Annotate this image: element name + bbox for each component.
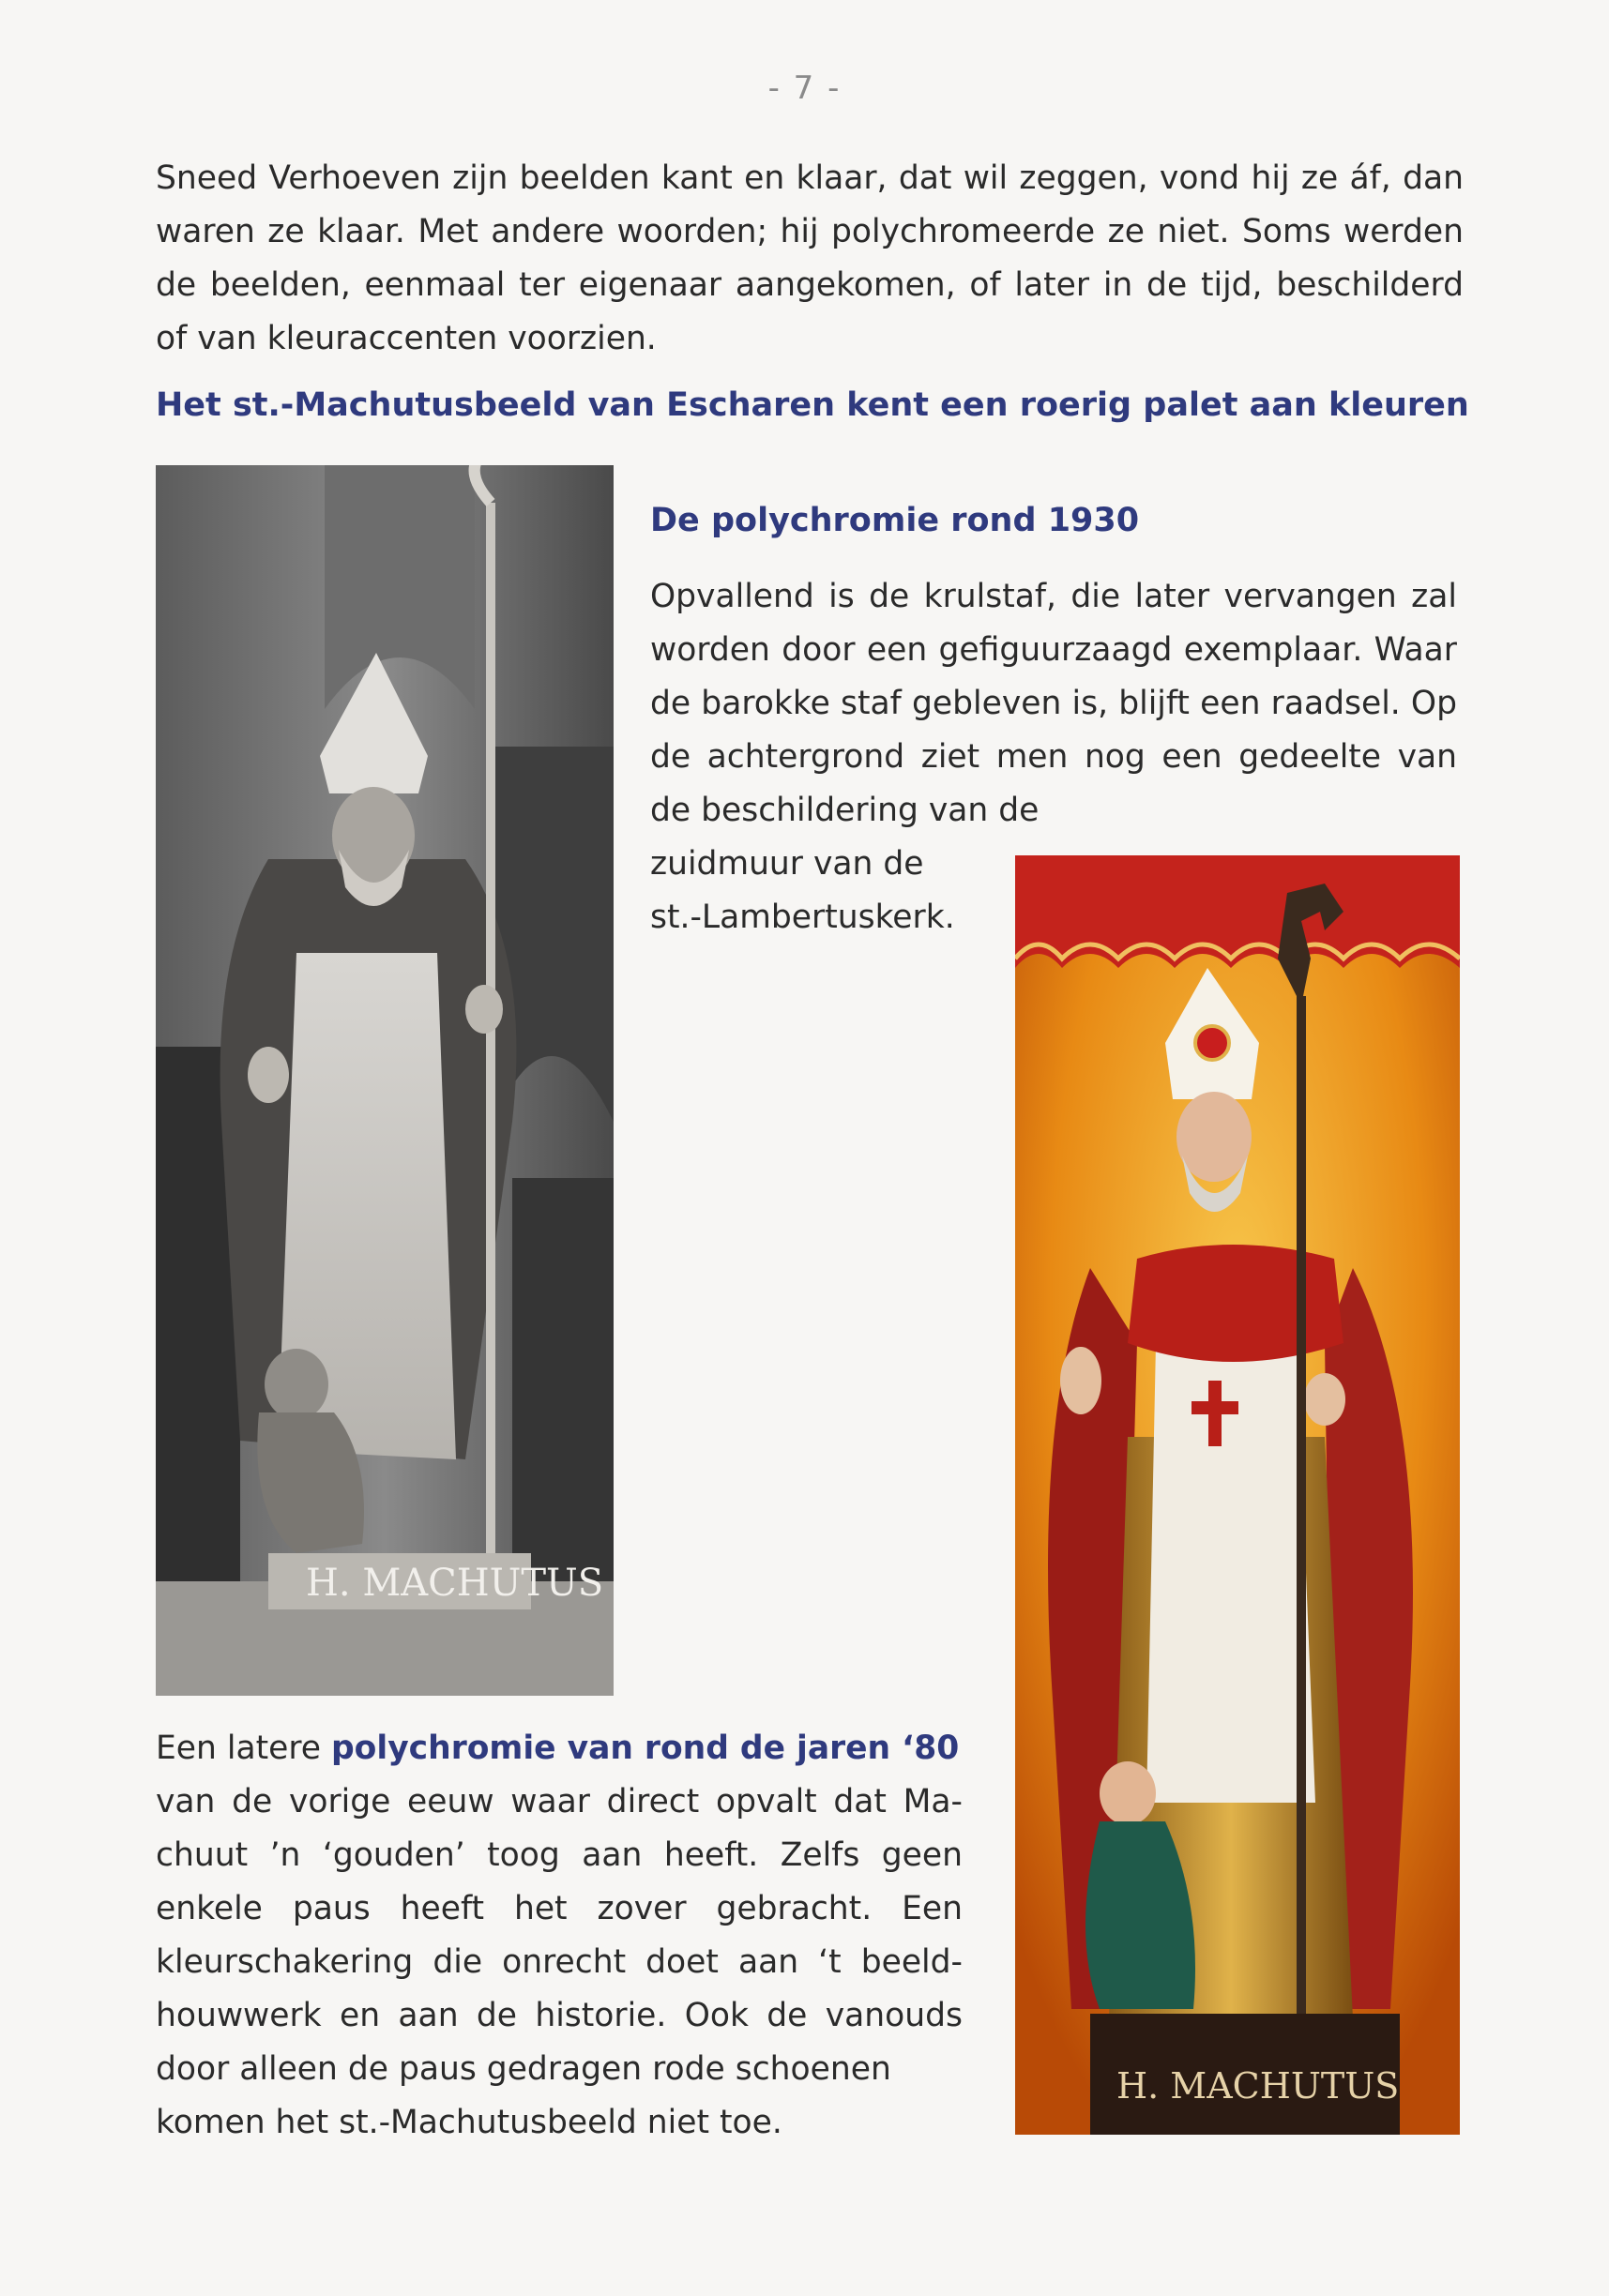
caption-line-2: van de vorige eeuw waar direct opvalt dat Ma- [156, 1783, 963, 1820]
paragraph-1930-tail-line-1: zuidmuur van de [650, 845, 924, 883]
photo-bw-illustration [156, 465, 614, 1696]
photo-statue-1930 [156, 465, 614, 1696]
photo-statue-1980s [1015, 855, 1460, 2135]
paragraph-1930: Opvallend is de krulstaf, die later vervangen zal worden door een gefiguurzaagd exemplaar. Waar de barokke staf gebleven is, blijft een raadsel. Op de achtergrond ziet men nog een gedeelte van de beschildering van de [650, 578, 1457, 829]
photo-color-illustration [1015, 855, 1460, 2135]
paragraph-1930-tail [650, 838, 1007, 944]
page-number: - 7 - [767, 69, 842, 107]
caption-line-7: door alleen de paus gedragen rode schoenen [156, 2050, 891, 2088]
caption-line-4: enkele paus heeft het zover gebracht. Een [156, 1890, 963, 1927]
caption-line-6: houwwerk en aan de historie. Ook de vanouds [156, 1997, 963, 2034]
photo-bw-inscription: H. MACHUTUS [306, 1562, 604, 1605]
caption-line-1 [156, 1722, 963, 1775]
caption-1980s [156, 1722, 963, 2150]
photo-color-inscription: H. MACHUTUS [1116, 2065, 1400, 2107]
caption-lead: Een latere [156, 1730, 331, 1767]
intro-paragraph: Sneed Verhoeven zijn beelden kant en klaar, dat wil zeggen, vond hij ze áf, dan waren ze klaar. Met andere woorden; hij polychromeerde ze niet. Soms werden de beelden, eenmaal ter eigenaar aangekomen, of later in de tijd, beschilderd of van kleuraccenten voorzien. [156, 159, 1464, 357]
subheading-1930: De polychromie rond 1930 [650, 502, 1140, 539]
caption-line-5: kleurschakering die onrecht doet aan ‘t beeld- [156, 1943, 963, 1981]
section-heading: Het st.-Machutusbeeld van Escharen kent een roerig palet aan kleuren [156, 386, 1469, 424]
caption-line-8: komen het st.-Machutusbeeld niet toe. [156, 2104, 782, 2141]
caption-line-3: chuut ’n ‘gouden’ toog aan heeft. Zelfs geen [156, 1836, 963, 1874]
caption-highlight: polychromie van rond de jaren ‘80 [330, 1730, 960, 1767]
paragraph-1930-tail-line-2: st.-Lambertuskerk. [650, 899, 955, 936]
